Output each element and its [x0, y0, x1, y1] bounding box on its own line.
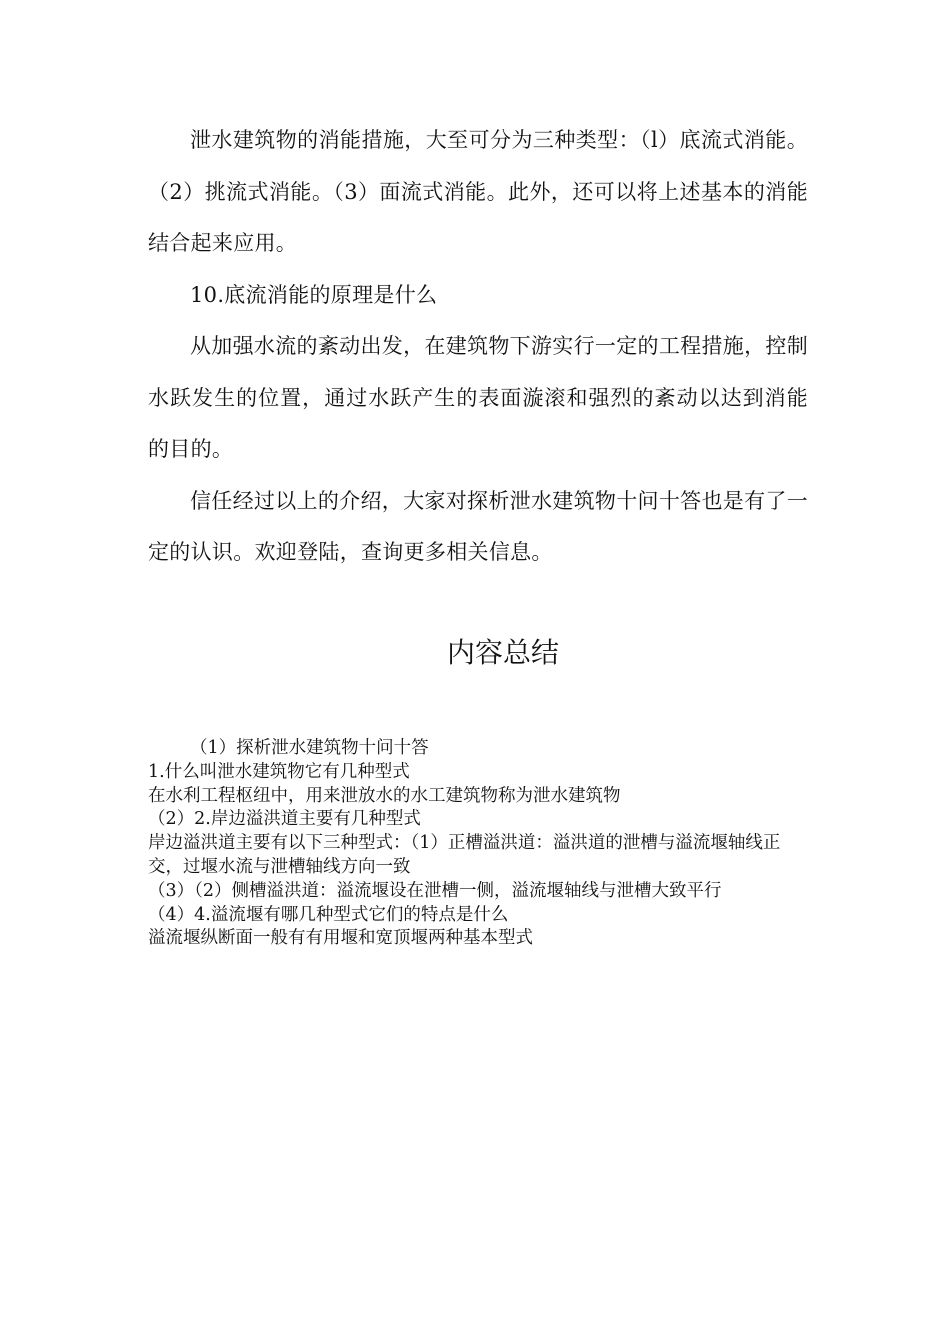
- summary-line: （1）探析泄水建筑物十问十答: [190, 738, 429, 758]
- summary-line: 溢流堰纵断面一般有有用堰和宽顶堰两种基本型式: [148, 928, 533, 949]
- summary-line: 在水利工程枢纽中，用来泄放水的水工建筑物称为泄水建筑物: [148, 785, 621, 806]
- question-heading-10: 10.底流消能的原理是什么: [190, 282, 438, 307]
- summary-line: 岸边溢洪道主要有以下三种型式：（1）正槽溢洪道：溢洪道的泄槽与溢流堰轴线正交，过堰水流与泄槽轴线方向一致: [148, 833, 781, 877]
- summary-line: （4）4.溢流堰有哪几种型式它们的特点是什么: [148, 904, 509, 925]
- summary-title: 内容总结: [446, 636, 559, 669]
- summary-line: （2）2.岸边溢洪道主要有几种型式: [148, 809, 421, 830]
- body-text: [148, 115, 808, 579]
- paragraph-energy-dissipation: 泄水建筑物的消能措施，大至可分为三种类型：（l）底流式消能。（2）挑流式消能。（3）面流式消能。此外，还可以将上述基本的消能结合起来应用。: [148, 128, 808, 255]
- summary-line: （3）（2）侧槽溢洪道：溢流堰设在泄槽一侧，溢流堰轴线与泄槽大致平行: [148, 880, 722, 901]
- paragraph-underflow-principle: 从加强水流的紊动出发，在建筑物下游实行一定的工程措施，控制水跃发生的位置，通过水跃产生的表面漩滚和强烈的紊动以达到消能的目的。: [148, 334, 808, 461]
- paragraph-closing: 信任经过以上的介绍，大家对探析泄水建筑物十问十答也是有了一定的认识。欢迎登陆，查询更多相关信息。: [148, 488, 808, 564]
- summary-line: 1.什么叫泄水建筑物它有几种型式: [148, 761, 410, 782]
- summary-section: [148, 737, 808, 951]
